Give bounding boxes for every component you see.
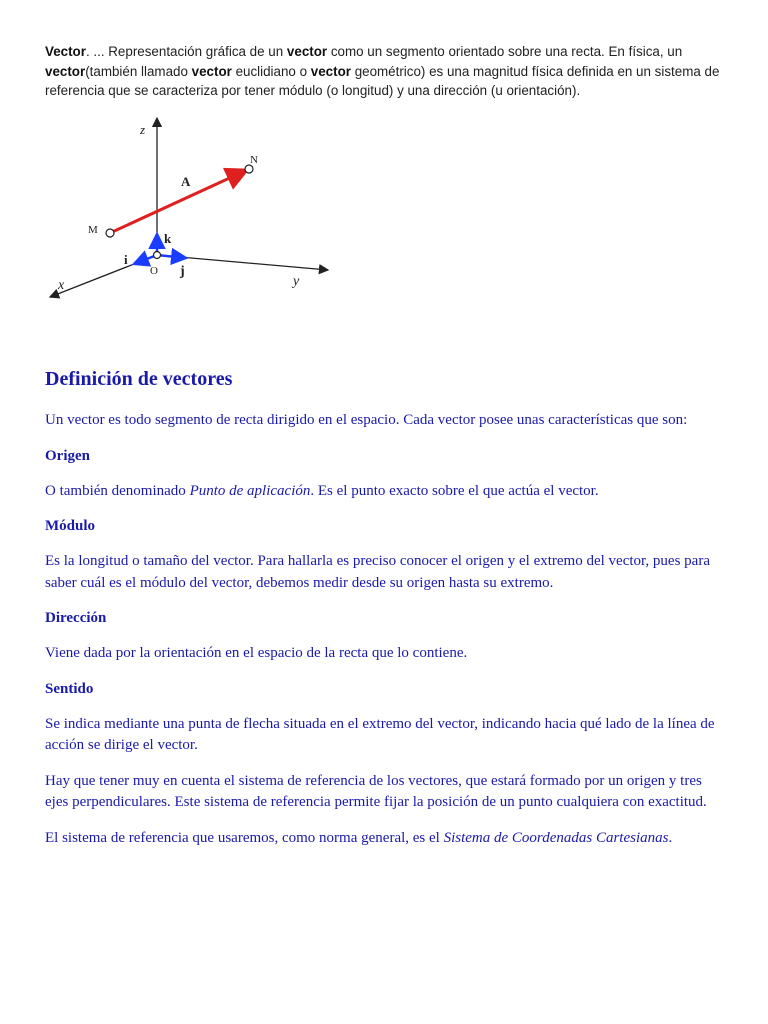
reference-system-text: Hay que tener muy en cuenta el sistema de referencia de los vectores, que estará formado por un origen y tres ejes perpendiculares. Este sistema de referencia permite fijar la posición de un punto cualquiera con exactitud. bbox=[45, 772, 707, 810]
point-m-label: M bbox=[88, 224, 98, 236]
unit-i-label: i bbox=[124, 252, 128, 267]
term-vector: vector bbox=[45, 63, 86, 79]
vector-a-arrow bbox=[110, 170, 247, 233]
intro-text: . ... Representación gráfica de un bbox=[85, 44, 287, 59]
modulo-heading: Módulo bbox=[45, 518, 96, 534]
intro-definition: Un vector es todo segmento de recta dirigido en el espacio. Cada vector posee unas características que son: bbox=[45, 412, 688, 428]
cartesian-text-pre: El sistema de referencia que usaremos, como norma general, es el bbox=[45, 829, 444, 846]
section-heading: Definición de vectores bbox=[45, 368, 233, 390]
origen-text bbox=[45, 481, 725, 503]
intro-paragraph bbox=[45, 42, 725, 101]
origin-point bbox=[154, 252, 161, 259]
sentido-text: Se indica mediante una punta de flecha situada en el extremo del vector, indicando hacia qué lado de la línea de acción se dirige el vector. bbox=[45, 715, 715, 753]
unit-vector-j bbox=[157, 255, 186, 258]
cartesian-text bbox=[45, 828, 725, 850]
cartesian-text-post: . bbox=[668, 829, 673, 846]
term-vector: vector bbox=[310, 63, 351, 79]
point-n-label: N bbox=[250, 154, 258, 166]
unit-j-label: j bbox=[180, 264, 185, 279]
cartesian-emphasis: Sistema de Coordenadas Cartesianas bbox=[443, 829, 669, 846]
z-axis-label: z bbox=[140, 122, 146, 137]
point-n bbox=[245, 165, 253, 173]
vector-diagram bbox=[40, 112, 340, 307]
direccion-heading: Dirección bbox=[45, 610, 107, 626]
intro-text: euclidiano o bbox=[231, 63, 311, 79]
origen-text-post: . Es el punto exacto sobre el que actúa el vector. bbox=[310, 482, 599, 499]
origen-emphasis: Punto de aplicación bbox=[189, 482, 311, 499]
x-axis-label: x bbox=[58, 278, 65, 293]
vector-a-label: A bbox=[181, 174, 191, 189]
modulo-text: Es la longitud o tamaño del vector. Para hallarla es preciso conocer el origen y el extremo del vector, pues para saber cuál es el módulo del vector, debemos medir desde su origen hasta su extremo. bbox=[45, 553, 710, 591]
intro-text: (también llamado bbox=[85, 63, 192, 79]
origen-heading: Origen bbox=[45, 447, 90, 464]
term-vector: Vector bbox=[45, 44, 86, 59]
term-vector: vector bbox=[286, 44, 328, 59]
direccion-text: Viene dada por la orientación en el espacio de la recta que lo contiene. bbox=[45, 645, 468, 661]
vector-diagram-svg bbox=[40, 112, 340, 307]
intro-text: como un segmento orientado sobre una recta. En física, un bbox=[327, 44, 683, 59]
unit-k-label: k bbox=[164, 231, 172, 246]
origen-text-pre: O también denominado bbox=[45, 482, 190, 499]
sentido-heading: Sentido bbox=[45, 680, 94, 697]
term-vector: vector bbox=[191, 63, 232, 79]
origin-label: O bbox=[150, 265, 158, 277]
definition-section bbox=[45, 366, 725, 863]
y-axis-label: y bbox=[293, 274, 300, 289]
point-m bbox=[106, 229, 114, 237]
intro-text: geométrico) es una magnitud física definida en un sistema de referencia que se caracteriza por tener módulo (o longitud) y una dirección (u orientación). bbox=[45, 63, 720, 98]
